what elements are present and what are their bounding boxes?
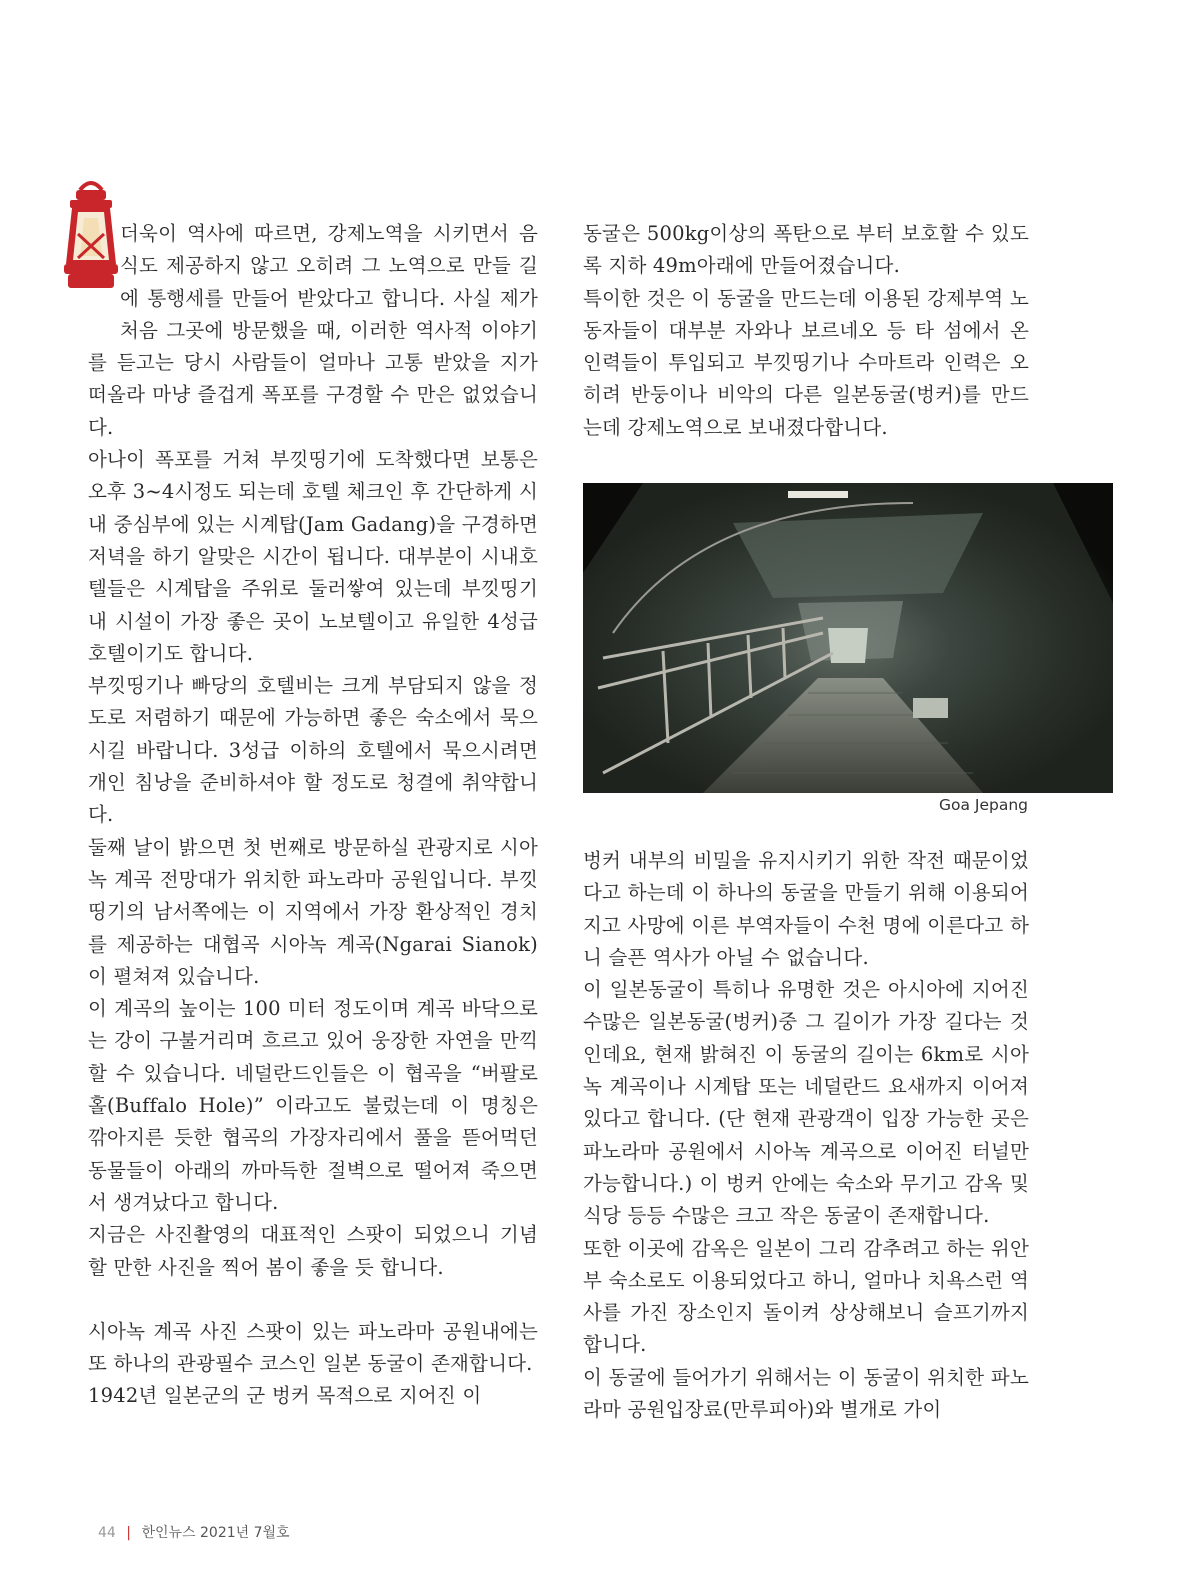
- body-paragraph: 1942년 일본군의 군 벙커 목적으로 지어진 이: [88, 1384, 482, 1408]
- tunnel-photo: [583, 483, 1113, 793]
- body-paragraph: 부낏띵기나 빠당의 호텔비는 크게 부담되지 않을 정도로 저렴하기 때문에 가능하면 좋은 숙소에서 묵으시길 바랍니다. 3성급 이하의 호텔에서 묵으시려면 개인 침낭을 준비하셔야 할 정도로 청결에 취약합니다.: [88, 674, 538, 827]
- right-column-bottom: [583, 845, 1029, 1426]
- body-paragraph: 이 동굴에 들어가기 위해서는 이 동굴이 위치한 파노라마 공원입장료(만루피아)와 별개로 가이: [583, 1365, 1029, 1422]
- body-paragraph: 이 계곡의 높이는 100 미터 정도이며 계곡 바닥으로는 강이 구불거리며 흐르고 있어 웅장한 자연을 만끽할 수 있습니다. 네덜란드인들은 이 협곡을 “버팔로 홀(Buffalo Hole)” 이라고도 불렀는데 이 명칭은 깎아지른 듯한 협곡의 가장자리에서 풀을 뜯어먹던 동물들이 아래의 까마득한 절벽으로 떨어져 죽으면서 생겨났다고 합니다.: [88, 997, 538, 1214]
- footer-separator: |: [126, 1525, 131, 1541]
- right-column-top: [583, 218, 1029, 444]
- body-paragraph: 둘째 날이 밝으면 첫 번째로 방문하실 관광지로 시아녹 계곡 전망대가 위치한 파노라마 공원입니다. 부낏띵기의 남서쪽에는 이 지역에서 가장 환상적인 경치를 제공하는 대협곡 시아녹 계곡(Ngarai Sianok)이 펼쳐져 있습니다.: [88, 835, 538, 988]
- body-paragraph: 벙커 내부의 비밀을 유지시키기 위한 작전 때문이었다고 하는데 이 하나의 동굴을 만들기 위해 이용되어지고 사망에 이른 부역자들이 수천 명에 이른다고 하니 슬픈 역사가 아닐 수 없습니다.: [583, 849, 1029, 969]
- body-paragraph: 더욱이 역사에 따르면, 강제노역을 시키면서 음식도 제공하지 않고 오히려 그 노역으로 만들 길에 통행세를 만들어 받았다고 합니다. 사실 제가 처음 그곳에 방문했을 때, 이러한 역사적 이야기를 듣고는 당시 사람들이 얼마나 고통 받았을 지가 떠올라 마냥 즐겁게 폭포를 구경할 수 만은 없었습니다.: [88, 222, 538, 439]
- page-footer: [98, 1522, 290, 1542]
- photo-caption: Goa Jepang: [938, 796, 1028, 814]
- body-paragraph: 지금은 사진촬영의 대표적인 스팟이 되었으니 기념할 만한 사진을 찍어 봄이 좋을 듯 합니다.: [88, 1223, 538, 1279]
- publication-name: 한인뉴스 2021년 7월호: [141, 1525, 290, 1541]
- body-paragraph: 시아녹 계곡 사진 스팟이 있는 파노라마 공원내에는 또 하나의 관광필수 코스인 일본 동굴이 존재합니다.: [88, 1319, 538, 1376]
- body-paragraph: 아나이 폭포를 거쳐 부낏띵기에 도착했다면 보통은 오후 3~4시정도 되는데 호텔 체크인 후 간단하게 시내 중심부에 있는 시계탑(Jam Gadang)을 구경하면 저녁을 하기 알맞은 시간이 됩니다. 대부분이 시내호텔들은 시계탑을 주위로 둘러쌓여 있는데 부낏띵기 내 시설이 가장 좋은 곳이 노보텔이고 유일한 4성급 호텔이기도 합니다.: [88, 448, 538, 665]
- body-paragraph: 특이한 것은 이 동굴을 만드는데 이용된 강제부역 노동자들이 대부분 자와나 보르네오 등 타 섬에서 온 인력들이 투입되고 부낏띵기나 수마트라 인력은 오히려 반둥이나 비악의 다른 일본동굴(벙커)를 만드는데 강제노역으로 보내졌다합니다.: [583, 286, 1029, 439]
- body-paragraph: 이 일본동굴이 특히나 유명한 것은 아시아에 지어진 수많은 일본동굴(벙커)중 그 길이가 가장 길다는 것인데요, 현재 밝혀진 이 동굴의 길이는 6km로 시아녹 계곡이나 시계탑 또는 네덜란드 요새까지 이어져있다고 합니다. (단 현재 관광객이 입장 가능한 곳은 파노라마 공원에서 시아녹 계곡으로 이어진 터널만 가능합니다.) 이 벙커 안에는 숙소와 무기고 감옥 및 식당 등등 수많은 크고 작은 동굴이 존재합니다.: [583, 978, 1029, 1228]
- left-column: [88, 218, 538, 1413]
- body-paragraph: 또한 이곳에 감옥은 일본이 그리 감추려고 하는 위안부 숙소로도 이용되었다고 하니, 얼마나 치욕스런 역사를 가진 장소인지 돌이켜 상상해보니 슬프기까지 합니다.: [583, 1236, 1029, 1357]
- body-paragraph: 동굴은 500kg이상의 폭탄으로 부터 보호할 수 있도록 지하 49m아래에 만들어졌습니다.: [583, 222, 1029, 278]
- page-number: 44: [98, 1525, 116, 1541]
